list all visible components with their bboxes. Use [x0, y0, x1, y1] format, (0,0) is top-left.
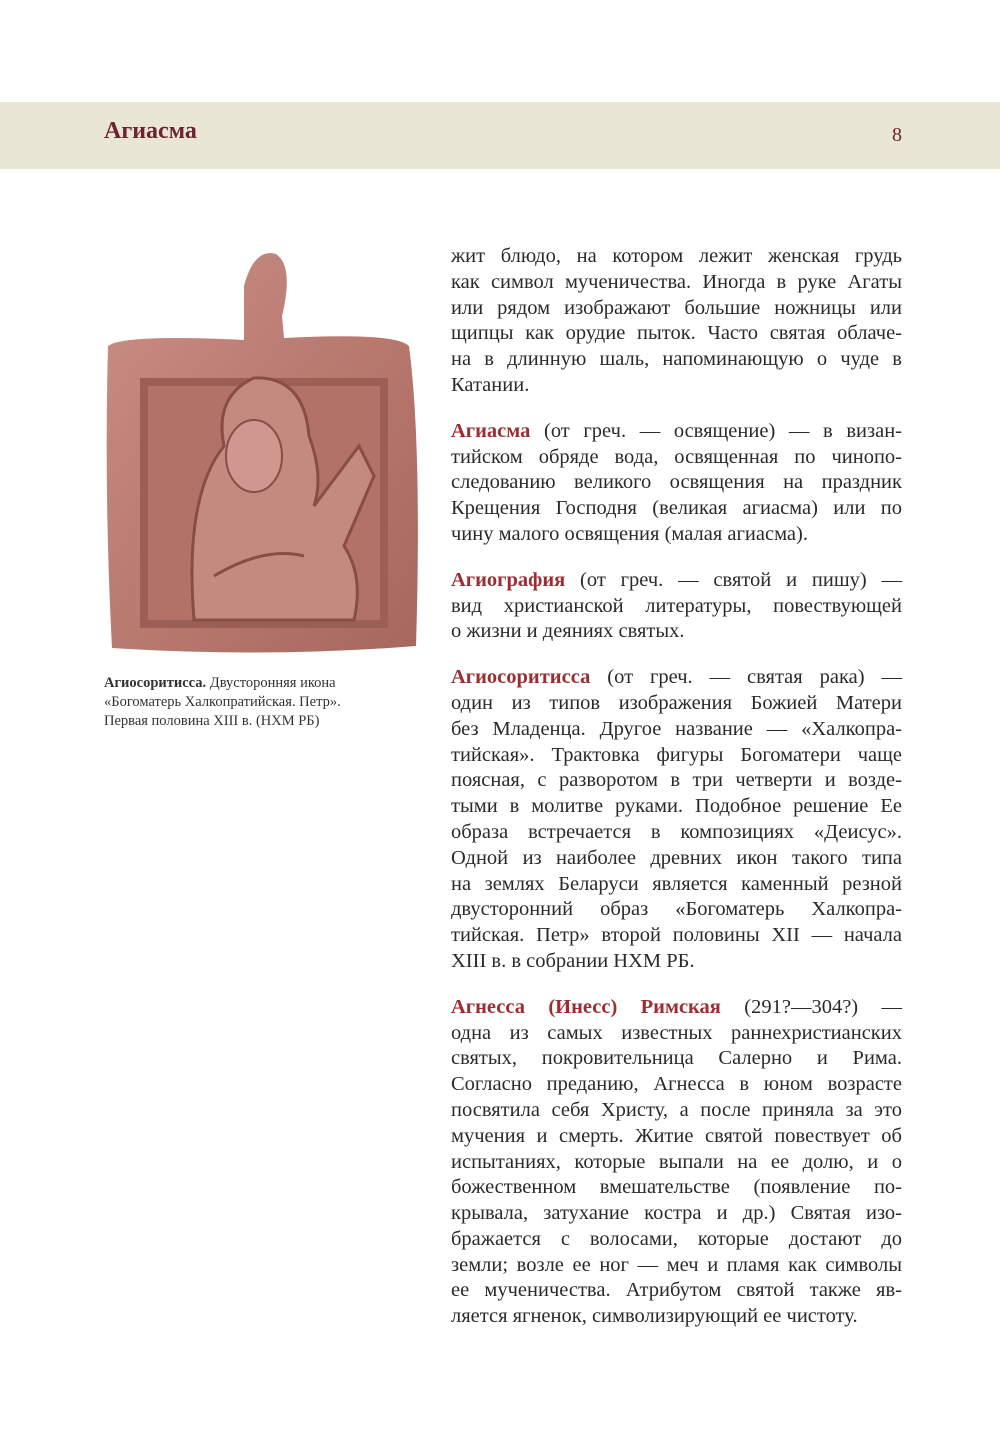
- entry-text: Согласно преданию, Агнесса в юном возрасте: [451, 1073, 902, 1096]
- text-line: [451, 1150, 902, 1176]
- icon-photo: [104, 246, 422, 662]
- text-line: [451, 568, 902, 594]
- text-line: [451, 665, 902, 691]
- page-number: 8: [892, 124, 902, 146]
- entry-text: как символ мученичества. Иногда в руке Агаты: [451, 270, 902, 293]
- entry-text: жит блюдо, на котором лежит женская грудь: [451, 245, 902, 267]
- text-line: [451, 1021, 902, 1047]
- caption-line: Первая половина XIII в. (НХМ РБ): [104, 713, 320, 729]
- text-line: [451, 1227, 902, 1253]
- dictionary-entry: [451, 419, 902, 548]
- text-line: [451, 1046, 902, 1072]
- text-line: [451, 897, 902, 923]
- text-line: [451, 1304, 902, 1330]
- text-line: [451, 691, 902, 717]
- text-line: [451, 496, 902, 522]
- entry-text: один из типов изображения Божией Матери: [451, 691, 902, 714]
- text-line: [451, 717, 902, 743]
- entry-text: Катании.: [451, 373, 530, 396]
- entry-text: святых, покровительница Салерно и Рима.: [451, 1047, 902, 1070]
- dictionary-entry: [451, 995, 902, 1330]
- entry-term: Агиасма: [451, 419, 531, 442]
- entry-text: чину малого освящения (малая агиасма).: [451, 522, 808, 545]
- text-line: [451, 321, 902, 347]
- text-line: [451, 743, 902, 769]
- text-line: [451, 594, 902, 620]
- text-line: [451, 995, 902, 1021]
- entry-text: на землях Беларуси является каменный резной: [451, 872, 902, 895]
- entry-text: (от греч. — святой и пишу) —: [565, 568, 902, 591]
- entry-text: (291?—304?) —: [720, 995, 902, 1018]
- text-line: [451, 419, 902, 445]
- entry-text: тыми в молитве руками. Подобное решение Ее: [451, 795, 902, 818]
- entry-term: Агиосоритисса: [451, 666, 591, 689]
- entry-text: (от греч. — освящение) — в визан-: [530, 419, 902, 442]
- caption-line: «Богоматерь Халкопратийская. Петр».: [104, 694, 341, 710]
- running-title: Агиасма: [104, 118, 197, 144]
- entry-text: ее мученичества. Атрибутом святой также яв-: [451, 1279, 902, 1302]
- entry-term: Агнесса (Инесс) Римская: [451, 995, 721, 1018]
- text-line: [451, 270, 902, 296]
- text-line: [451, 619, 902, 645]
- entry-text: тийская. Петр» второй половины XII — начала: [451, 924, 902, 947]
- caption-line: Двусторонняя икона: [209, 675, 336, 691]
- text-line: [451, 1175, 902, 1201]
- entry-text: мучения и смерть. Житие святой повествует об: [451, 1124, 902, 1147]
- entry-text: одна из самых известных раннехристианских: [451, 1021, 902, 1044]
- text-line: [451, 794, 902, 820]
- text-line: [451, 846, 902, 872]
- text-line: [451, 1253, 902, 1279]
- text-line: [451, 244, 902, 270]
- text-column: [451, 244, 902, 1350]
- text-line: [451, 347, 902, 373]
- entry-text: образа встречается в композициях «Деисус».: [451, 820, 902, 843]
- dictionary-entry: [451, 568, 902, 645]
- entry-text: посвятила себя Христу, а после приняла за это: [451, 1098, 902, 1121]
- entry-text: тийском обряде вода, освященная по чинопо-: [451, 445, 902, 468]
- entry-text: (от греч. — святая рака) —: [590, 666, 902, 689]
- entry-text: Крещения Господня (великая агиасма) или по: [451, 497, 902, 520]
- text-line: [451, 1072, 902, 1098]
- text-line: [451, 470, 902, 496]
- entry-text: ляется ягненок, символизирующий ее чистоту.: [451, 1305, 858, 1328]
- text-line: [451, 445, 902, 471]
- entry-text: крывала, затухание костра и др.) Святая изо-: [451, 1202, 902, 1225]
- text-line: [451, 296, 902, 322]
- caption-term: Агиосоритисса.: [104, 675, 207, 691]
- entry-text: без Младенца. Другое название — «Халкопра-: [451, 717, 902, 740]
- entry-text: о жизни и деяниях святых.: [451, 620, 685, 643]
- entry-text: тийская». Трактовка фигуры Богоматери чаще: [451, 743, 902, 766]
- entry-text: вид христианской литературы, повествующей: [451, 594, 902, 617]
- figure-caption: [104, 674, 404, 731]
- entry-text: земли; возле ее ног — меч и пламя как символы: [451, 1253, 902, 1276]
- text-line: [451, 373, 902, 399]
- entry-text: испытаниях, которые выпали на ее долю, и о: [451, 1150, 902, 1173]
- text-line: [451, 872, 902, 898]
- dictionary-entry: [451, 244, 902, 399]
- text-line: [451, 522, 902, 548]
- text-line: [451, 923, 902, 949]
- text-line: [451, 1201, 902, 1227]
- entry-text: на в длинную шаль, напоминающую о чуде в: [451, 348, 902, 371]
- entry-text: щипцы как орудие пыток. Часто святая облаче-: [451, 322, 902, 345]
- entry-text: божественном вмешательстве (появление по-: [451, 1176, 902, 1199]
- text-line: [451, 768, 902, 794]
- entry-text: следованию великого освящения на праздник: [451, 471, 902, 494]
- text-line: [451, 1278, 902, 1304]
- entry-term: Агиография: [451, 568, 566, 591]
- entry-text: Одной из наиболее древних икон такого типа: [451, 846, 902, 869]
- entry-text: бражается с волосами, которые достают до: [451, 1227, 902, 1250]
- text-line: [451, 1098, 902, 1124]
- dictionary-entry: [451, 665, 902, 975]
- entry-text: или рядом изображают большие ножницы или: [451, 296, 902, 319]
- text-line: [451, 820, 902, 846]
- entry-text: двусторонний образ «Богоматерь Халкопра-: [451, 898, 902, 921]
- text-line: [451, 949, 902, 975]
- entry-text: поясная, с разворотом в три четверти и возде-: [451, 769, 902, 792]
- text-line: [451, 1124, 902, 1150]
- entry-text: XIII в. в собрании НХМ РБ.: [451, 949, 695, 972]
